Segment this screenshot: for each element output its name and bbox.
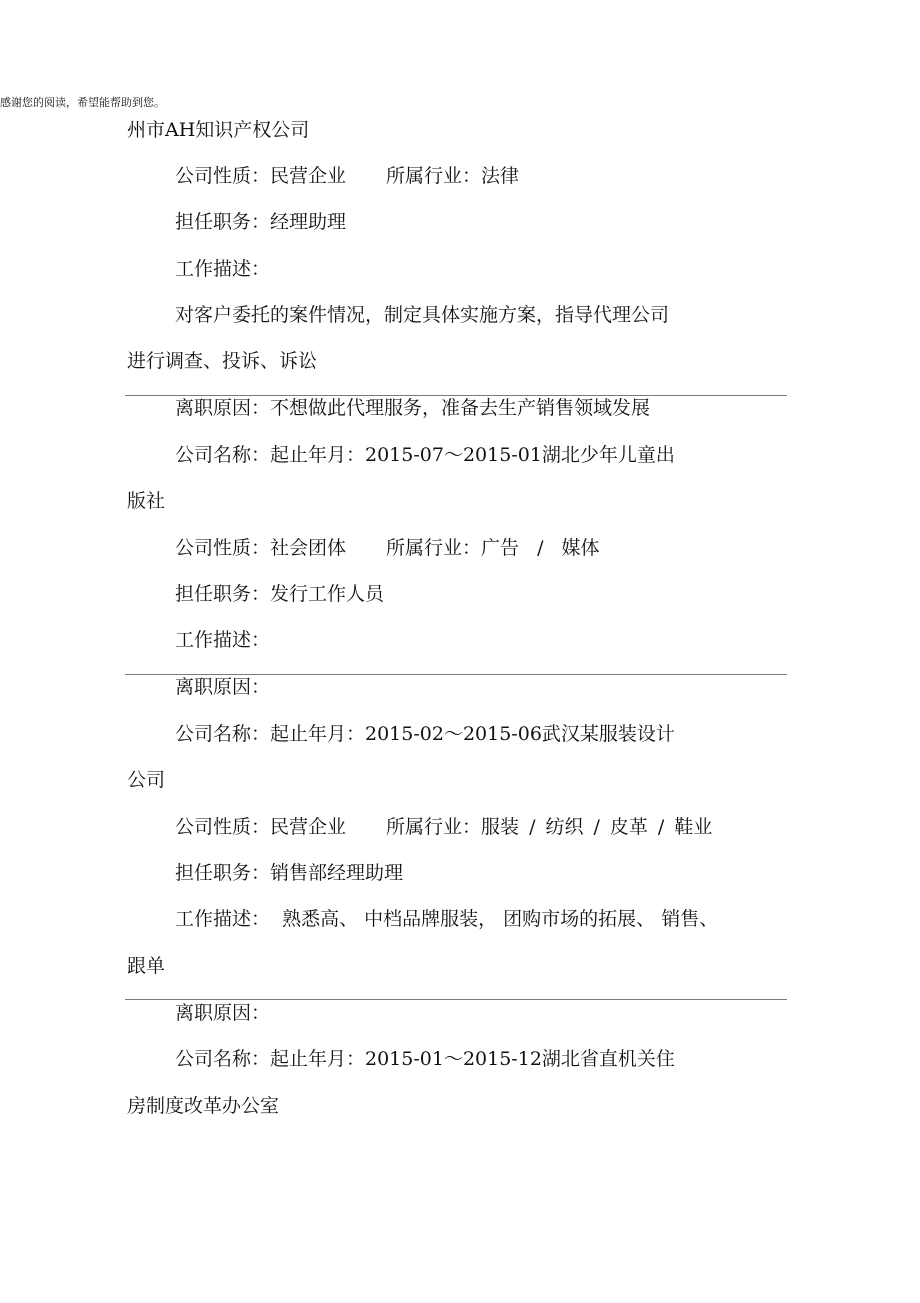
header-note: 感谢您的阅读，希望能帮助到您。 bbox=[0, 96, 165, 109]
position-label: 担任职务： bbox=[175, 862, 271, 884]
entry3-company-line1: 公司名称：起止年月：2015-02～2015-06武汉某服装设计 bbox=[175, 723, 675, 745]
industry-part: 广告 bbox=[481, 537, 520, 559]
industry-part: 皮革 bbox=[609, 816, 648, 838]
entry1-company-tail: 州市AH知识产权公司 bbox=[127, 119, 310, 141]
divider-3 bbox=[125, 999, 787, 1000]
entry2-company-line2: 版社 bbox=[127, 490, 166, 512]
industry-part: 媒体 bbox=[561, 537, 600, 559]
entry2-position-row bbox=[175, 582, 384, 606]
entry3-company-line2: 公司 bbox=[127, 769, 166, 791]
position-value: 经理助理 bbox=[270, 211, 347, 233]
position-value: 销售部经理助理 bbox=[270, 862, 404, 884]
entry3-nature-row: 公司性质：民营企业 所属行业：服装 / 纺织 / 皮革 / 鞋业 bbox=[175, 816, 713, 838]
leave-label: 离职原因： bbox=[175, 397, 271, 419]
entry3-desc-line1: 工作描述： 熟悉高、 中档品牌服装， 团购市场的拓展、 销售、 bbox=[175, 908, 719, 930]
entry3-position-row bbox=[175, 861, 403, 885]
position-label: 担任职务： bbox=[175, 211, 271, 233]
position-value: 发行工作人员 bbox=[270, 583, 385, 605]
entry1-desc-line2: 进行调查、投诉、诉讼 bbox=[127, 350, 318, 372]
industry-label: 所属行业： bbox=[386, 537, 482, 559]
nature-label: 公司性质： bbox=[175, 165, 271, 187]
nature-label: 公司性质： bbox=[175, 537, 271, 559]
entry2-desc-label: 工作描述： bbox=[175, 629, 271, 651]
entry4-company-line1: 公司名称：起止年月：2015-01～2015-12湖北省直机关住 bbox=[175, 1048, 675, 1070]
industry-part: 纺织 bbox=[545, 816, 584, 838]
industry-label: 所属行业： bbox=[386, 816, 482, 838]
leave-value: 不想做此代理服务，准备去生产销售领域发展 bbox=[270, 397, 651, 419]
entry1-desc-line1: 对客户委托的案件情况，制定具体实施方案，指导代理公司 bbox=[175, 304, 670, 326]
entry2-nature-row: 公司性质：社会团体 所属行业：广告 / 媒体 bbox=[175, 537, 600, 559]
position-label: 担任职务： bbox=[175, 583, 271, 605]
nature-value: 民营企业 bbox=[270, 816, 347, 838]
industry-label: 所属行业： bbox=[386, 165, 482, 187]
entry3-leave-label: 离职原因： bbox=[175, 1002, 271, 1024]
nature-label: 公司性质： bbox=[175, 816, 271, 838]
industry-part: 鞋业 bbox=[674, 816, 713, 838]
nature-value: 民营企业 bbox=[270, 165, 347, 187]
industry-part: 服装 bbox=[481, 816, 520, 838]
entry4-company-line2: 房制度改革办公室 bbox=[127, 1095, 280, 1117]
entry1-position-row bbox=[175, 210, 346, 234]
entry1-nature-row bbox=[175, 164, 519, 188]
entry2-leave-label: 离职原因： bbox=[175, 676, 271, 698]
nature-value: 社会团体 bbox=[270, 537, 347, 559]
entry3-desc-line2: 跟单 bbox=[127, 955, 166, 977]
entry1-desc-label: 工作描述： bbox=[175, 258, 271, 280]
entry2-company-line1: 公司名称：起止年月：2015-07～2015-01湖北少年儿童出 bbox=[175, 444, 675, 466]
industry-value: 法律 bbox=[481, 165, 520, 187]
entry1-leave-row bbox=[175, 396, 650, 420]
